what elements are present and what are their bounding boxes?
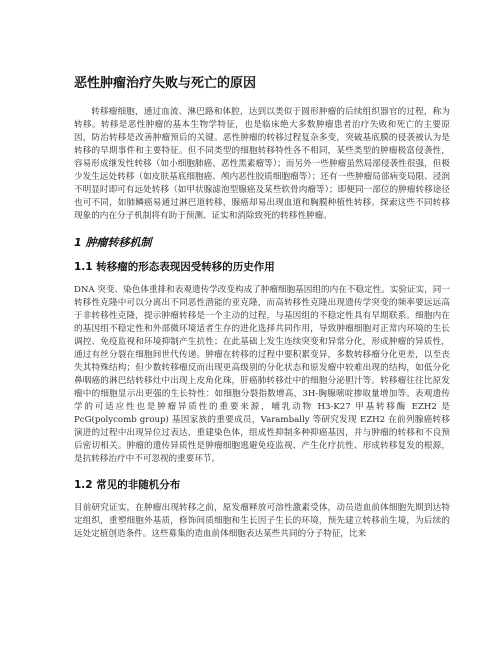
section-1-1-heading: 1.1 转移瘤的形态表现因受转移的历史作用	[74, 261, 275, 273]
section-1-2-paragraph: 目前研究证实，在肿瘤出现转移之前，原发瘤释放可溶性激素受体，动员造血前体细胞先期到达特定组织，重塑细胞外基质，修饰间质细胞和生长因子生长的环境，预先建立转移前生境，为后续的远处定植创造条件。这些募集的造血前体细胞表达某些共同的分子特征，比来	[74, 503, 450, 539]
section-1-2-heading: 1.2 常见的非随机分布	[74, 479, 181, 491]
section-1-1-paragraph: DNA 突变、染色体重排和表观遗传学改变构成了肿瘤细胞基因组的内在不稳定性。实验证实，同一转移性克隆中可以分离出不同恶性潜能的亚克隆，而高转移性克隆出现遗传学突变的频率要远远高于非转移性克隆，提示肿瘤转移是一个主动的过程，与基因组的不稳定性具有早期联系。细胞内在的基因组不稳定性和外部微环境适者生存的进化选择共同作用，导致肿瘤细胞对正常内环境的生长调控、免疫监视和环境抑制产生抗性；在此基础上发生连续突变和异常分化，形成肿瘤的异质性，通过有丝分裂在细胞间世代传递。肿瘤在转移的过程中要积累变异，多数转移瘤分化更差，以至丧失其特殊结构；但少数转移瘤反而出现更高级别的分化状态和原发瘤中较难出现的结构，如低分化鼻咽癌的淋巴结转移灶中出现上皮角化珠，肝癌肺转移灶中的细胞分泌胆汁等。转移瘤往往比原发瘤中的细胞显示出更强的生长特性：如细胞分裂指数增高，3H-胸腺嘧啶掺取量增加等。表观遗传学的可适应性也是肿瘤异质性的重要来源，哺乳动物 H3-K27 甲基转移酶 EZH2 是 PcG(polycomb group) 基因家族的重要成员，Varambally 等研究发现 EZH2 在前列腺癌转移演进的过程中出现异位过表达，重建染色体，组成性抑制多种抑癌基因，并与肿瘤的转移和不良预后密切相关。肿瘤的遗传异质性是肿瘤细胞逃避免疫监视、产生化疗抗性、形成转移复发的根源，是抗转移治疗中不可忽视的重要环节。	[74, 285, 450, 464]
section-1-heading: 1 肿瘤转移机制	[74, 236, 152, 249]
document-title: 恶性肿瘤治疗失败与死亡的原因	[74, 76, 257, 91]
intro-paragraph: 转移瘤细胞，通过血流、淋巴路和体腔，达到以类似于圆形肿瘤的后续组织器官的过程，称为转移。转移是恶性肿瘤的基本生物学特征，也是临床绝大多数肿瘤患者治疗失败和死亡的主要原因，防治转移是改善肿瘤预后的关键。恶性肿瘤的转移过程复杂多变，突破基底膜的侵袭被认为是转移的早期事件和主要特征。但不同类型的细胞转移特性各不相同，某些类型的肿瘤极富侵袭性，容易形成继发性转移（如小细胞肺癌、恶性黑素瘤等）；而另外一些肿瘤虽然局部侵袭性很强，但极少发生远处转移（如皮肤基底细胞癌、颅内恶性胶质细胞瘤等）；还有一些肿瘤局部病变局限、浸润不明显时即可有远处转移（如甲状腺滤泡型腺癌及某些软骨肉瘤等）；即便同一部位的肿瘤转移途径也可不同，如肺鳞癌易通过淋巴道转移，腺癌却易出现血道和胸膜种植性转移。探索这些不同转移现象的内在分子机制将有助于预测、证实和消除致死的转移性肿瘤。	[74, 107, 450, 221]
